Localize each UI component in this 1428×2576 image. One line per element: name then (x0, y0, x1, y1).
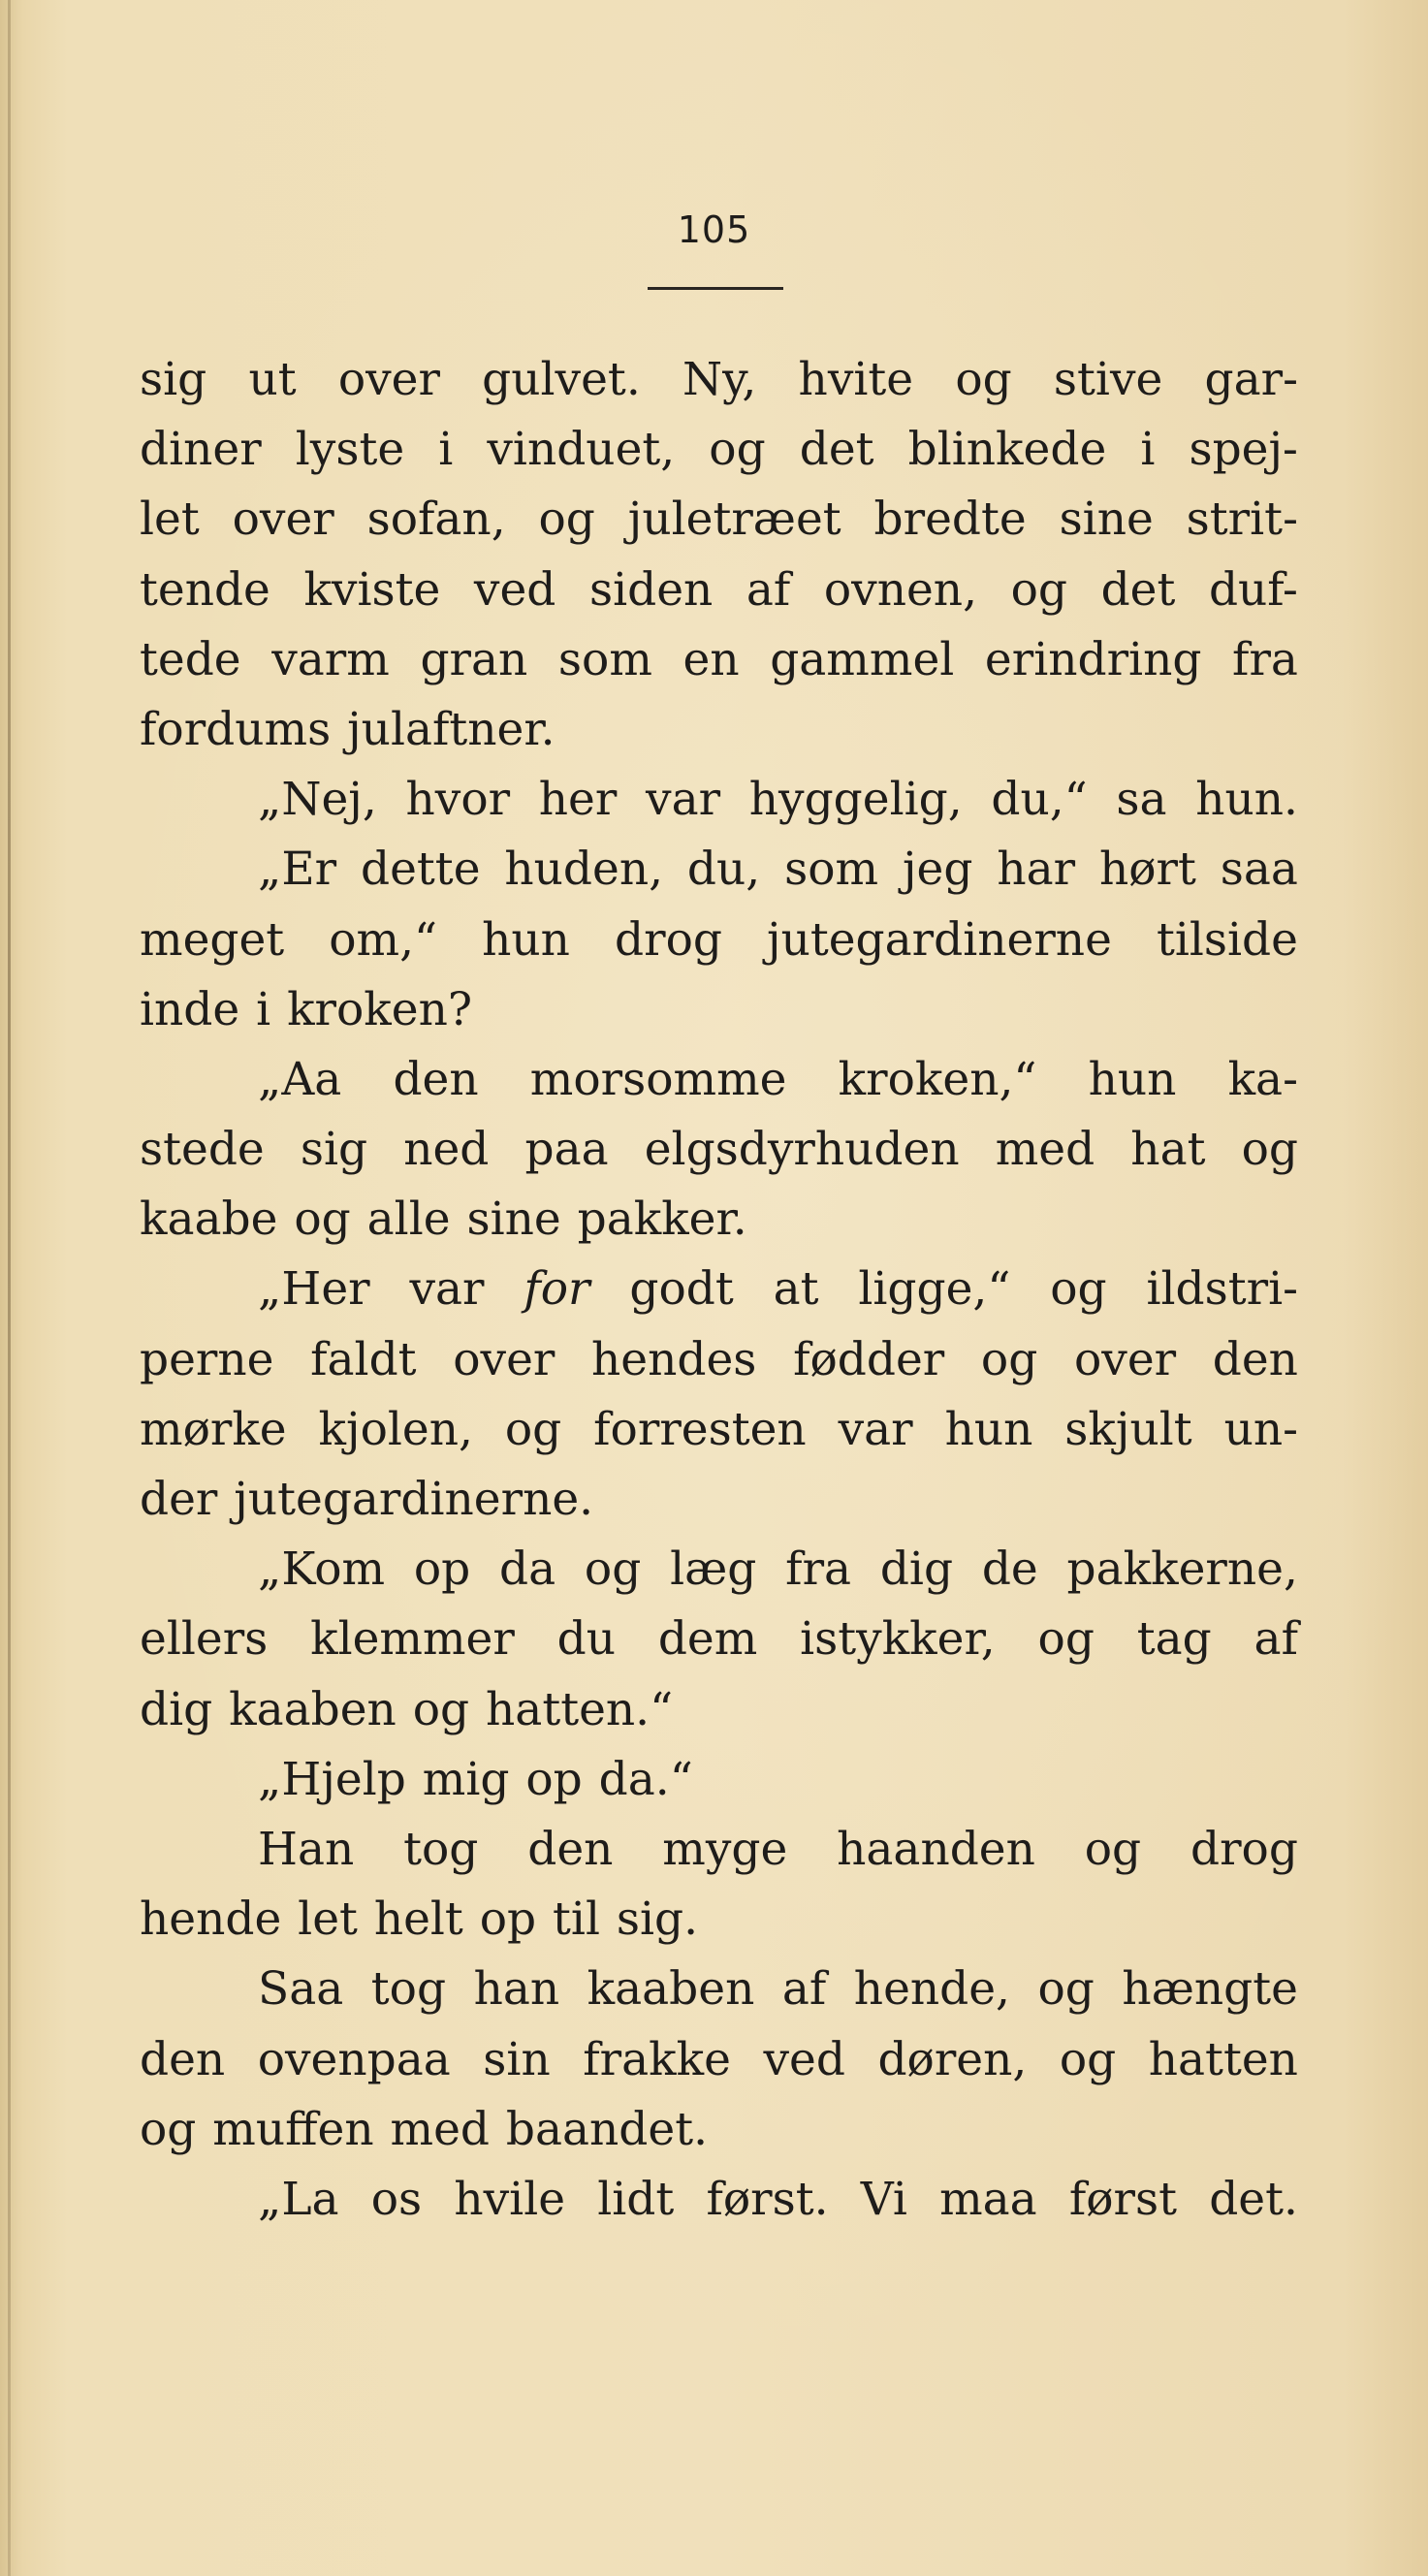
page-number: 105 (677, 208, 751, 251)
word: bredte (873, 493, 1027, 547)
word: gar- (1204, 353, 1298, 406)
word: os (370, 2172, 423, 2226)
word: som (784, 843, 879, 897)
word: op (525, 1752, 583, 1806)
word: tede (140, 632, 241, 686)
word: dig (879, 1542, 954, 1597)
word: varm (271, 632, 390, 686)
word: un- (1223, 1402, 1298, 1456)
word: helt (373, 1892, 463, 1947)
text-line (140, 1045, 1298, 1115)
word: „Er (258, 843, 337, 897)
word: duf- (1208, 562, 1298, 617)
text-line (140, 1255, 1298, 1324)
text-line (140, 2025, 1298, 2095)
word: lyste (295, 423, 405, 477)
word: hvite (798, 353, 914, 406)
word: Vi (860, 2172, 907, 2226)
word: sine (1059, 493, 1154, 547)
word: da (499, 1542, 556, 1597)
word: og (1059, 2032, 1117, 2086)
word: det. (1209, 2172, 1298, 2226)
word: du,“ (991, 773, 1088, 827)
word: kroken,“ (838, 1052, 1037, 1106)
word: fra (785, 1542, 852, 1597)
word: var (646, 773, 721, 827)
word: den (393, 1052, 479, 1106)
word: af (1253, 1612, 1298, 1667)
word: det (1100, 562, 1176, 617)
word: ka- (1227, 1052, 1298, 1106)
word: og (538, 493, 595, 547)
word: kjolen, (318, 1402, 473, 1456)
word: og (980, 1332, 1038, 1386)
word: som (557, 632, 652, 686)
word: maa (939, 2172, 1037, 2226)
word: og (1037, 1612, 1095, 1667)
word: sofan, (366, 493, 506, 547)
word: og (1037, 1962, 1095, 2017)
word: med (390, 2102, 490, 2156)
word: for (524, 1262, 590, 1317)
word: diner (140, 423, 262, 477)
word: spej- (1189, 423, 1298, 477)
word: Saa (258, 1962, 344, 2017)
word: gammel (770, 632, 955, 686)
text-line (140, 1115, 1298, 1185)
word: hat (1130, 1123, 1206, 1177)
word: alle (366, 1193, 451, 1247)
word: skjult (1064, 1402, 1192, 1456)
text-line (140, 1675, 1298, 1745)
word: hatten.“ (486, 1682, 674, 1736)
word: paa (524, 1123, 609, 1177)
word: erindring (984, 632, 1202, 686)
word: stive (1053, 353, 1163, 406)
word: af (781, 1962, 827, 2017)
word: i (1140, 423, 1156, 477)
word: en (682, 632, 740, 686)
text-line (140, 1605, 1298, 1674)
word: der (140, 1473, 218, 1526)
header-rule (648, 287, 783, 290)
word: hvile (454, 2172, 566, 2226)
word: fra (1232, 632, 1298, 686)
text-line (140, 1955, 1298, 2024)
word: af (746, 562, 791, 617)
word: „Nej, (258, 773, 377, 827)
word: og (412, 1682, 470, 1736)
word: og (1241, 1123, 1298, 1177)
word: hørt (1098, 843, 1196, 897)
word: „Aa (258, 1052, 342, 1106)
word: meget (140, 912, 285, 967)
word: mørke (140, 1402, 287, 1456)
word: og (140, 2102, 197, 2156)
word: i (438, 423, 454, 477)
word: tag (1136, 1612, 1212, 1667)
page-edge (8, 0, 11, 2576)
word: fordums (140, 702, 332, 756)
word: hyggelig, (748, 773, 963, 827)
word: ovenpaa (257, 2032, 451, 2086)
word: op (413, 1542, 471, 1597)
word: sig (300, 1123, 368, 1177)
word: kviste (303, 562, 441, 617)
text-line (140, 975, 1298, 1045)
word: pakkerne, (1066, 1542, 1298, 1597)
word: hende (140, 1892, 282, 1947)
word: jutegardinerne (767, 912, 1112, 967)
word: først. (706, 2172, 829, 2226)
word: „La (258, 2172, 339, 2226)
word: sig. (616, 1892, 699, 1947)
word: mig (422, 1752, 510, 1806)
text-line (140, 695, 1298, 765)
text-line (140, 345, 1298, 415)
word: ved (763, 2032, 845, 2086)
text-line (140, 1465, 1298, 1535)
word: dem (657, 1612, 758, 1667)
word: „Hjelp (258, 1752, 406, 1806)
word: og (584, 1542, 642, 1597)
word: har (997, 843, 1076, 897)
word: gran (420, 632, 528, 686)
word: inde (140, 982, 240, 1036)
word: godt (629, 1262, 734, 1317)
word: ildstri- (1146, 1262, 1298, 1317)
word: ovnen, (823, 562, 978, 617)
word: let (298, 1892, 358, 1947)
text-line (140, 415, 1298, 485)
word: pakker. (577, 1193, 747, 1247)
word: og (1050, 1262, 1107, 1317)
word: læg (670, 1542, 757, 1597)
word: Han (258, 1822, 355, 1876)
word: forresten (593, 1402, 807, 1456)
word: sine (466, 1193, 561, 1247)
word: jeg (902, 843, 973, 897)
word: hendes (591, 1332, 757, 1386)
word: kaaben (229, 1682, 397, 1736)
word: muffen (212, 2102, 374, 2156)
word: ut (248, 353, 297, 406)
word: kroken? (287, 982, 473, 1036)
word: tende (140, 562, 270, 617)
word: frakke (583, 2032, 731, 2086)
word: sin (483, 2032, 551, 2086)
word: kaabe (140, 1193, 278, 1247)
word: strit- (1186, 493, 1298, 547)
word: hatten (1148, 2032, 1298, 2086)
text-line (140, 765, 1298, 835)
word: baandet. (505, 2102, 709, 2156)
text-line (140, 1185, 1298, 1255)
text-line (140, 1885, 1298, 1955)
word: hun (1088, 1052, 1177, 1106)
word: dig (140, 1682, 213, 1736)
word: den (1212, 1332, 1298, 1386)
word: sig (140, 353, 207, 406)
word: klemmer (310, 1612, 515, 1667)
word: ligge,“ (858, 1262, 1011, 1317)
word: de (981, 1542, 1038, 1597)
word: først (1068, 2172, 1178, 2226)
word: gulvet. (482, 353, 641, 406)
word: saa (1220, 843, 1298, 897)
word: haanden (837, 1822, 1035, 1876)
word: om,“ (329, 912, 438, 967)
word: op (479, 1892, 537, 1947)
word: ved (473, 562, 556, 617)
word: i (256, 982, 271, 1036)
word: lidt (597, 2172, 675, 2226)
text-line (140, 2165, 1298, 2235)
word: da.“ (598, 1752, 693, 1806)
word: her (538, 773, 618, 827)
text-line (140, 835, 1298, 905)
word: døren, (877, 2032, 1028, 2086)
word: ned (403, 1123, 490, 1177)
word: og (1010, 562, 1067, 617)
word: drog (615, 912, 722, 967)
word: siden (588, 562, 714, 617)
word: dette (361, 843, 481, 897)
text-line (140, 485, 1298, 555)
word: ellers (140, 1612, 269, 1667)
word: fødder (793, 1332, 945, 1386)
word: over (232, 493, 334, 547)
word: hængte (1122, 1962, 1298, 2017)
text-line (140, 1535, 1298, 1605)
word: og (294, 1193, 351, 1247)
text-line (140, 1745, 1298, 1815)
word: drog (1190, 1822, 1298, 1876)
word: tog (403, 1822, 479, 1876)
text-line (140, 1395, 1298, 1465)
word: istykker, (800, 1612, 996, 1667)
word: „Her (258, 1262, 370, 1317)
word: vinduet, (487, 423, 676, 477)
word: den (140, 2032, 226, 2086)
word: elgsdyrhuden (644, 1123, 960, 1177)
word: og (955, 353, 1012, 406)
text-line (140, 1815, 1298, 1885)
word: den (527, 1822, 614, 1876)
word: og (504, 1402, 562, 1456)
word: myge (662, 1822, 788, 1876)
word: over (1073, 1332, 1177, 1386)
word: over (337, 353, 440, 406)
word: blinkede (907, 423, 1107, 477)
word: morsomme (529, 1052, 787, 1106)
word: juletræet (627, 493, 841, 547)
text-line (140, 2095, 1298, 2165)
word: „Kom (258, 1542, 386, 1597)
word: at (773, 1262, 819, 1317)
word: var (409, 1262, 485, 1317)
word: faldt (310, 1332, 417, 1386)
word: hvor (405, 773, 511, 827)
word: hun (482, 912, 570, 967)
word: og (709, 423, 766, 477)
word: perne (140, 1332, 274, 1386)
word: Ny, (682, 353, 757, 406)
word: det (799, 423, 874, 477)
word: til (553, 1892, 600, 1947)
word: med (995, 1123, 1095, 1177)
word: var (838, 1402, 913, 1456)
word: hun. (1195, 773, 1298, 827)
text-line (140, 556, 1298, 625)
word: tog (370, 1962, 447, 2017)
word: han (473, 1962, 560, 2017)
word: du, (686, 843, 761, 897)
word: tilside (1156, 912, 1298, 967)
word: og (1084, 1822, 1142, 1876)
word: kaaben (587, 1962, 755, 2017)
text-line (140, 906, 1298, 975)
word: huden, (504, 843, 664, 897)
word: jutegardinerne. (234, 1473, 594, 1526)
word: julaftner. (347, 702, 555, 756)
word: du (556, 1612, 617, 1667)
word: hun (944, 1402, 1033, 1456)
body-text (140, 345, 1298, 2235)
word: sa (1116, 773, 1167, 827)
word: stede (140, 1123, 265, 1177)
word: let (140, 493, 200, 547)
word: hende, (853, 1962, 1010, 2017)
text-line (140, 1325, 1298, 1395)
text-line (140, 625, 1298, 695)
word: over (453, 1332, 555, 1386)
